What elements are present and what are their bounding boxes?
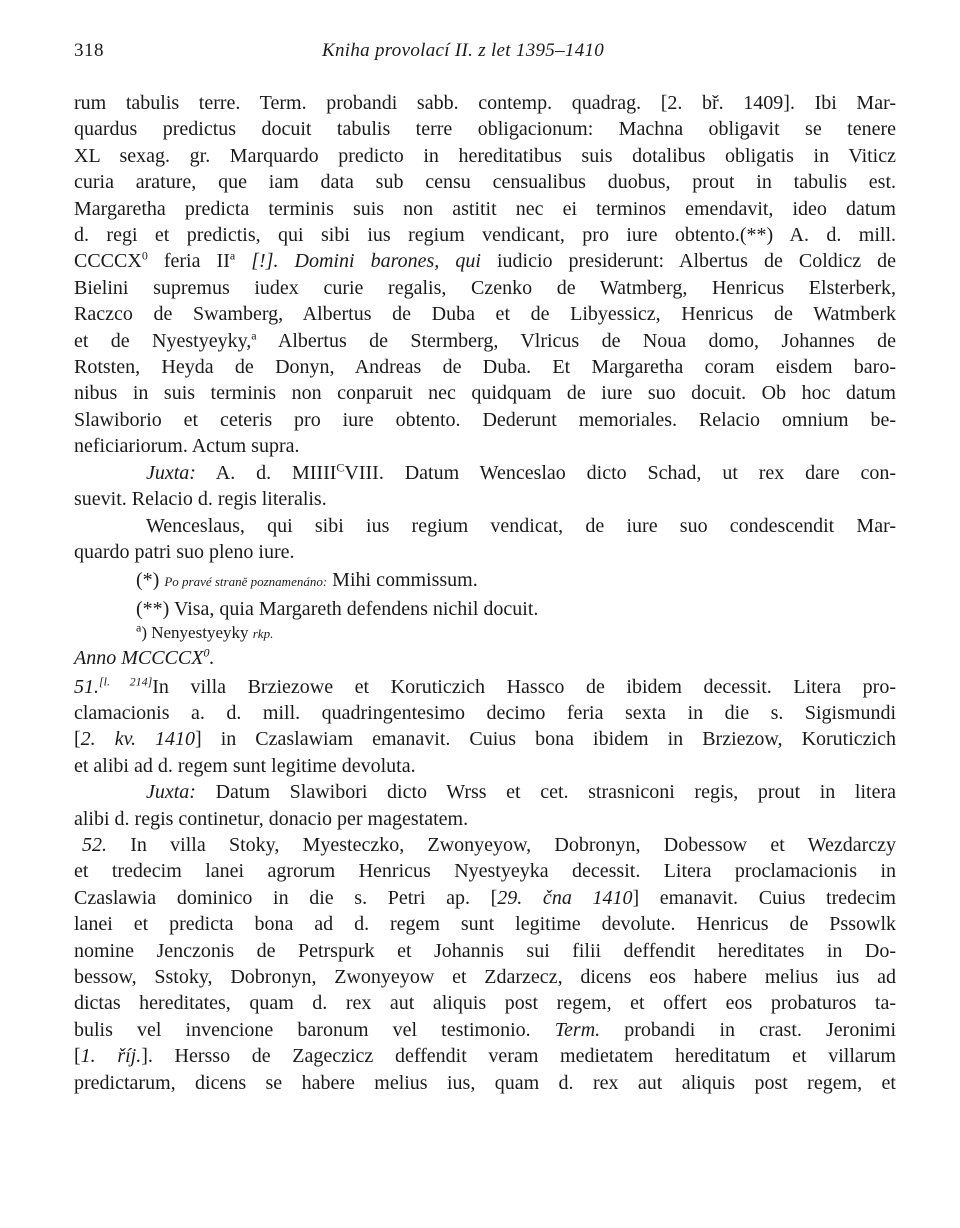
running-head: [74, 40, 896, 68]
text-line: predictarum, dicens se habere melius ius, quam d. rex aut aliquis post regem, et: [74, 1071, 896, 1094]
juxta-label: Juxta:: [146, 461, 196, 484]
text-line: Margaretha predicta terminis suis non astitit nec ei terminos emendavit, ideo datum: [74, 197, 896, 220]
text-fragment: In villa Stoky, Myesteczko, Zwonyeyow, Dobronyn, Dobessow et Wezdarczy: [107, 833, 896, 856]
entry-number: 52.: [82, 833, 107, 856]
text-line: quardo patri suo pleno iure.: [74, 540, 295, 563]
text-line: alibi d. regis continetur, donacio per magestatem.: [74, 807, 469, 830]
text-fragment: rkp.: [252, 626, 274, 642]
text-line: quardus predictus docuit tabulis terre obligacionum: Machna obligavit se tenere: [74, 118, 896, 141]
text-line: bessow, Sstoky, Dobronyn, Zwonyeyow et Zdarzecz, dicens eos habere melius ius ad: [74, 966, 896, 988]
text-line: [74, 885, 896, 911]
text-fragment: Po pravé straně poznamenáno:: [164, 574, 328, 590]
text-line: [74, 460, 896, 486]
text-line: XL sexag. gr. Marquardo predicto in hereditatibus suis dotalibus obligatis in Viticz: [74, 144, 896, 167]
text-line: neficiariorum. Actum supra.: [74, 435, 300, 458]
text-fragment: ) Nenyestyeyky: [141, 623, 253, 643]
text-line: [74, 779, 896, 805]
text-line: rum tabulis terre. Term. probandi sabb. contemp. quadrag. [2. bř. 1409]. Ibi Mar-: [74, 92, 896, 114]
text-fragment: [: [74, 1045, 81, 1068]
text-line: [74, 832, 896, 858]
superscript: 0: [141, 248, 148, 263]
text-fragment: In villa Brziezowe et Koruticzich Hassco de ibidem decessit. Litera pro-: [152, 675, 896, 698]
text-line: nibus in suis terminis non conparuit nec quidquam de iure suo docuit. Ob hoc datum: [74, 382, 896, 405]
page-number: 318: [74, 40, 104, 61]
text-line: [74, 674, 896, 700]
text-fragment: Anno MCCCCX: [74, 647, 204, 670]
juxta-label: Juxta:: [146, 781, 196, 804]
text-line: Bielini supremus iudex curie regalis, Czenko de Watmberg, Henricus Elsterberk,: [74, 276, 896, 299]
text-fragment: (*): [136, 569, 165, 592]
text-line: Rotsten, Heyda de Donyn, Andreas de Duba. Et Margaretha coram eisdem baro-: [74, 356, 896, 379]
text-fragment: .: [209, 647, 215, 670]
text-line: [74, 328, 896, 354]
text-fragment: ]. Hersso de Zageczicz deffendit veram medietatem hereditatum et villarum: [141, 1045, 896, 1068]
text-fragment: Term.: [554, 1018, 601, 1041]
text-line: et tredecim lanei agrorum Henricus Nyestyeyka decessit. Litera proclamacionis in: [74, 860, 896, 883]
text-fragment: 1. říj.: [80, 1045, 142, 1068]
text-fragment: ] emanavit. Cuius tredecim: [632, 886, 896, 909]
text-body: [74, 90, 896, 1096]
text-line: et alibi ad d. regem sunt legitime devoluta.: [74, 754, 416, 777]
footnote-marker: a: [251, 328, 257, 342]
text-fragment: 29. čna 1410: [497, 886, 633, 909]
text-fragment: VIII. Datum Wenceslao dicto Schad, ut rex dare con-: [344, 461, 897, 484]
footnote: (**) Visa, quia Margareth defendens nichil docuit.: [136, 597, 539, 620]
text-line: [74, 248, 896, 274]
text-line: Slawiborio et ceteris pro iure obtento. Dederunt memoriales. Relacio omnium be-: [74, 408, 896, 431]
text-line: [74, 1043, 896, 1069]
text-fragment: et de Nyestyeyky,: [74, 329, 252, 352]
entry-number: 51.: [74, 675, 99, 698]
text-line: Raczco de Swamberg, Albertus de Duba et de Libyessicz, Henricus de Watmberk: [74, 303, 896, 326]
text-fragment: A. d. MIIII: [195, 461, 337, 484]
text-fragment: probandi in crast. Jeronimi: [600, 1018, 896, 1041]
text-line: dictas hereditates, quam d. rex aut aliquis post regem, et offert eos probaturos ta-: [74, 992, 896, 1015]
text-fragment: 2. kv. 1410: [80, 728, 196, 751]
footnote: [74, 622, 896, 645]
running-title: Kniha provolací II. z let 1395–1410: [322, 40, 605, 61]
superscript: 0: [203, 645, 210, 660]
text-fragment: ] in Czaslawiam emanavit. Cuius bona ibidem in Brziezow, Koruticzich: [195, 728, 896, 751]
text-line: [74, 1017, 896, 1043]
text-fragment: iudicio presiderunt: Albertus de Coldicz de: [480, 250, 897, 273]
folio-reference: [l. 214]: [99, 673, 153, 688]
section-heading: [74, 645, 896, 671]
text-line: nomine Jenczonis de Petrspurk et Johannis sui filii deffendit hereditates in Do-: [74, 939, 896, 962]
text-fragment: Mihi commissum.: [327, 569, 478, 592]
superscript: C: [336, 460, 345, 475]
footnote-marker: a: [136, 620, 142, 635]
text-line: d. regi et predictis, qui sibi ius regium vendicant, pro iure obtento.(**) A. d. mill.: [74, 224, 896, 247]
text-line: [74, 726, 896, 752]
footnote: [74, 567, 896, 595]
text-fragment: qui: [455, 250, 481, 273]
text-line: curia arature, que iam data sub censu censualibus duobus, prout in tabulis est.: [74, 171, 896, 194]
text-line: suevit. Relacio d. regis literalis.: [74, 488, 327, 511]
text-fragment: Albertus de Stermberg, Vlricus de Noua domo, Johannes de: [256, 329, 896, 352]
text-fragment: [: [74, 728, 81, 751]
text-fragment: bulis vel invencione baronum vel testimonio.: [74, 1018, 555, 1041]
text-fragment: CCCCX: [74, 250, 142, 273]
text-fragment: Datum Slawibori dicto Wrss et cet. strasniconi regis, prout in litera: [195, 781, 896, 804]
text-fragment: feria II: [147, 250, 230, 273]
text-line: clamacionis a. d. mill. quadringentesimo decimo feria sexta in die s. Sigismundi: [74, 701, 896, 724]
superscript: a: [229, 248, 236, 263]
text-line: lanei et predicta bona ad d. regem sunt legitime devolute. Henricus de Pssowlk: [74, 913, 896, 936]
text-line: Wenceslaus, qui sibi ius regium vendicat, de iure suo condescendit Mar-: [146, 514, 896, 537]
text-fragment: Czaslawia dominico in die s. Petri ap. [: [74, 886, 498, 909]
text-fragment: [!]. Domini barones,: [235, 250, 456, 273]
